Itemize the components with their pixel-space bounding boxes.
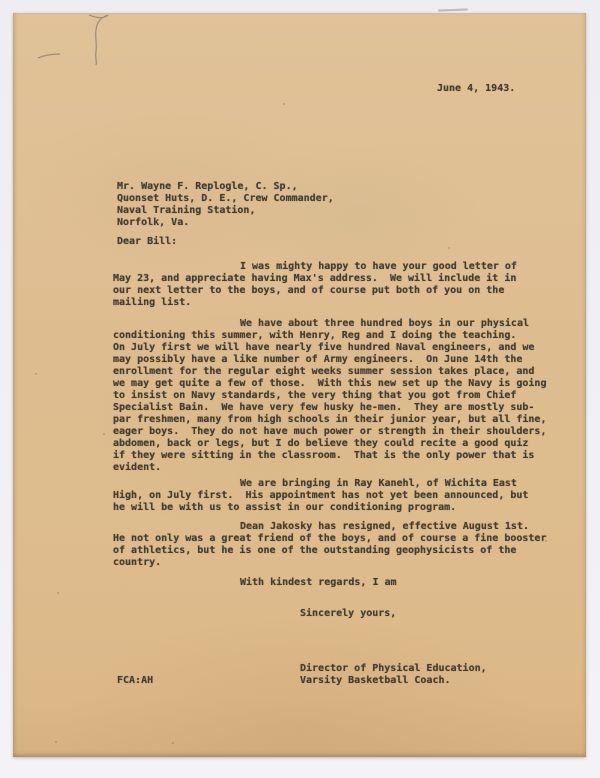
body-line: mailing list. [113, 297, 192, 308]
paragraph-4 [113, 521, 563, 569]
body-line: abdomen, back or legs, but I do believe they could recite a good quiz [113, 438, 529, 449]
address-line: Mr. Wayne F. Replogle, C. Sp., [117, 181, 298, 192]
body-line: Specialist Bain. We have very few husky he-men. They are mostly sub- [113, 402, 535, 413]
body-line: Dean Jakosky has resigned, effective August 1st. [240, 521, 529, 532]
body-line: evident. [113, 462, 162, 473]
body-line: High, on July first. His appointment has not yet been announced, but [113, 490, 529, 501]
body-line: he will be with us to assist in our conditioning program. [113, 502, 457, 513]
paragraph-1 [113, 261, 563, 309]
letter-date: June 4, 1943. [437, 83, 516, 94]
paper-speck [172, 742, 174, 744]
signature-title [300, 663, 563, 687]
body-line: if they were sitting in the classroom. That is the only power that is [113, 450, 535, 461]
letter-paper [13, 13, 586, 757]
body-line: country. [113, 557, 162, 568]
address-line: Naval Training Station, [117, 205, 256, 216]
pre-closing: With kindest regards, I am [240, 577, 397, 588]
body-line: our next letter to the boys, and of course put both of you on the [113, 285, 505, 296]
body-line: to insist on Navy standards, the very thing that you got from Chief [113, 390, 517, 401]
body-line: par freshmen, many from high schools in their junior year, but all fine, [113, 414, 547, 425]
recipient-address [117, 181, 563, 229]
closing: Sincerely yours, [300, 608, 397, 619]
body-line: He not only was a great friend of the boys, and of course a fine booster [113, 533, 547, 544]
body-line: may possibly have a like number of Army engineers. On June 14th the [113, 354, 523, 365]
body-line: May 23, and appreciate having Max's address. We will include it in [113, 273, 517, 284]
body-line: enrollment for the regular eight weeks summer session takes place, and [113, 366, 535, 377]
body-line: of athletics, but he is one of the outstanding geophysicists of the [113, 545, 517, 556]
signature-row [113, 663, 563, 693]
body-line: We are bringing in Ray Kanehl, of Wichita East [240, 478, 517, 489]
address-line: Quonset Huts, D. E., Crew Commander, [117, 193, 334, 204]
body-line: conditioning this summer, with Henry, Reg and I doing the teaching. [113, 330, 517, 341]
body-line: eager boys. They do not have much power or strength in their shoulders, [113, 426, 547, 437]
paper-speck [35, 373, 37, 375]
paper-speck [103, 433, 105, 435]
paragraph-2 [113, 318, 563, 474]
body-line: we may get quite a few of those. With this new set up the Navy is going [113, 378, 547, 389]
letter-content [113, 13, 563, 693]
signature-line: Director of Physical Education, [300, 663, 487, 674]
salutation: Dear Bill: [117, 236, 178, 247]
address-line: Norfolk, Va. [117, 217, 190, 228]
gray-streak-mark [438, 8, 468, 11]
paper-speck [57, 592, 59, 594]
signature-line: Varsity Basketball Coach. [300, 675, 451, 686]
paragraph-3 [113, 478, 563, 514]
typist-initials: FCA:AH [117, 675, 154, 686]
body-line: On July first we will have nearly five hundred Naval engineers, and we [113, 342, 535, 353]
body-line: We have about three hundred boys in our physical [240, 318, 529, 329]
body-line: I was mighty happy to have your good letter of [240, 261, 517, 272]
paper-speck [55, 741, 57, 743]
